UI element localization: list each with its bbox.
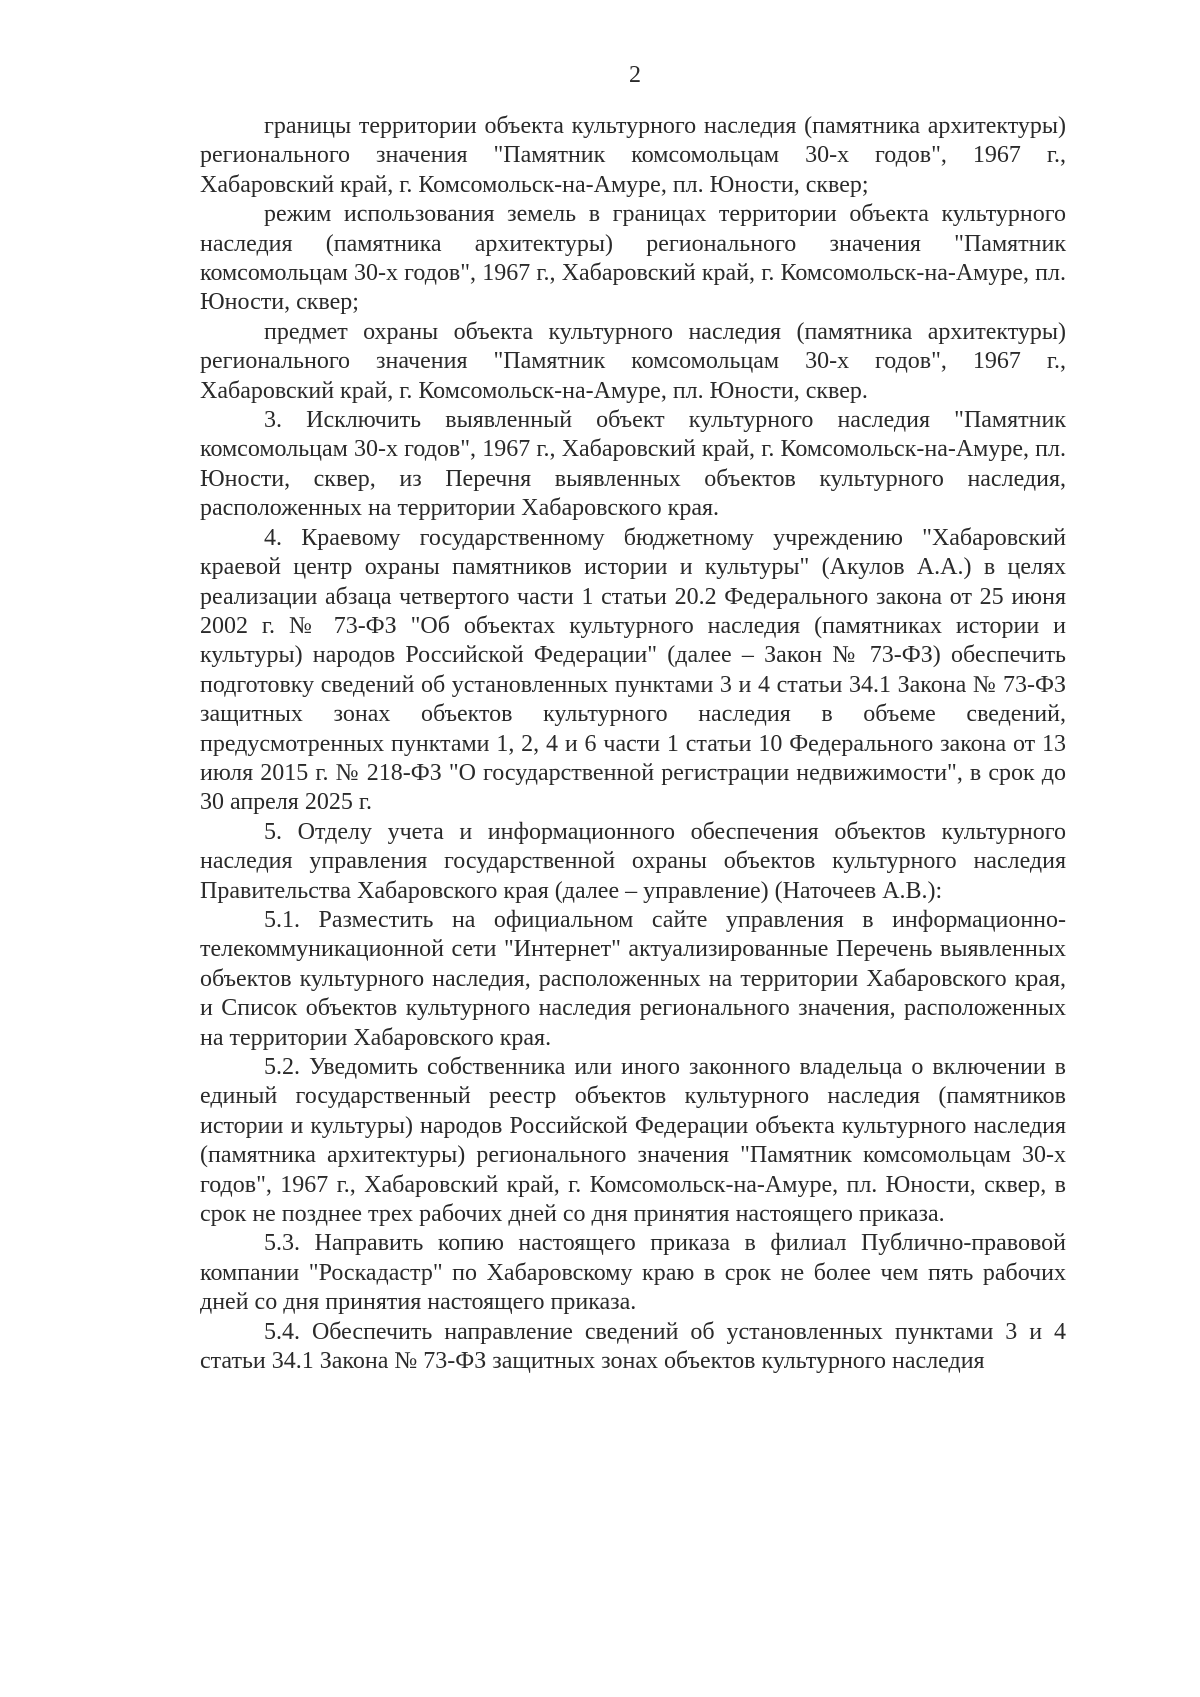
paragraph-item-5-3: 5.3. Направить копию настоящего приказа в филиал Публично-правовой компании "Роскадастр" по Хабаровскому краю в срок не более чем пять рабочих дней со дня принятия настоящего приказа. — [200, 1230, 1066, 1316]
paragraph-protection-subject: предмет охраны объекта культурного наследия (памятника архитектуры) регионального значения "Памятник комсомольцам 30-х годов", 1967 г., Хабаровский край, г. Комсомольск-на-Амуре, пл. Юности, сквер. — [200, 318, 1066, 404]
paragraph-land-use-regime: режим использования земель в границах территории объекта культурного наследия (памятника архитектуры) регионального значения "Памятник комсомольцам 30-х годов", 1967 г., Хабаровский край, г. Комсомольск-на-Амуре, пл. Юности, сквер; — [200, 201, 1066, 316]
paragraph-item-5-2: 5.2. Уведомить собственника или иного законного владельца о включении в единый государственный реестр объектов культурного наследия (памятников истории и культуры) народов Российской Федерации объекта культурного наследия (памятника архитектуры) регионального значения "Памятник комсомольцам 30-х годов", 1967 г., Хабаровский край, г. Комсомольск-на-Амуре, пл. Юности, сквер, в срок не позднее трех рабочих дней со дня принятия настоящего приказа. — [200, 1054, 1066, 1228]
page-number: 2 — [629, 62, 641, 88]
paragraph-item-5-4: 5.4. Обеспечить направление сведений об установленных пунктами 3 и 4 статьи 34.1 Закона № 73-ФЗ защитных зонах объектов культурного наследия — [200, 1318, 1066, 1375]
paragraph-item-4: 4. Краевому государственному бюджетному учреждению "Хабаровский краевой центр охраны памятников истории и культуры" (Акулов А.А.) в целях реализации абзаца четвертого части 1 статьи 20.2 Федерального закона от 25 июня 2002 г. № 73-ФЗ "Об объектах культурного наследия (памятниках истории и культуры) народов Российской Федерации" (далее – Закон № 73-ФЗ) обеспечить подготовку сведений об установленных пунктами 3 и 4 статьи 34.1 Закона № 73-ФЗ защитных зонах объектов культурного наследия в объеме сведений, предусмотренных пунктами 1, 2, 4 и 6 части 1 статьи 10 Федерального закона от 13 июля 2015 г. № 218-ФЗ "О государственной регистрации недвижимости", в срок до 30 апреля 2025 г. — [200, 524, 1066, 816]
paragraph-item-3: 3. Исключить выявленный объект культурного наследия "Памятник комсомольцам 30-х годов", 1967 г., Хабаровский край, г. Комсомольск-на-Амуре, пл. Юности, сквер, из Перечня выявленных объектов культурного наследия, расположенных на территории Хабаровского края. — [200, 407, 1066, 522]
paragraph-item-5: 5. Отделу учета и информационного обеспечения объектов культурного наследия управления государственной охраны объектов культурного наследия Правительства Хабаровского края (далее – управление) (Наточеев А.В.): — [200, 818, 1066, 904]
paragraph-territory-boundaries: границы территории объекта культурного наследия (памятника архитектуры) регионального значения "Памятник комсомольцам 30-х годов", 1967 г., Хабаровский край, г. Комсомольск-на-Амуре, пл. Юности, сквер; — [200, 113, 1066, 198]
paragraph-item-5-1: 5.1. Разместить на официальном сайте управления в информационно-телекоммуникационной сети "Интернет" актуализированные Перечень выявленных объектов культурного наследия, расположенных на территории Хабаровского края, и Список объектов культурного наследия регионального значения, расположенных на территории Хабаровского края. — [200, 906, 1066, 1051]
document-body — [200, 112, 1066, 1376]
